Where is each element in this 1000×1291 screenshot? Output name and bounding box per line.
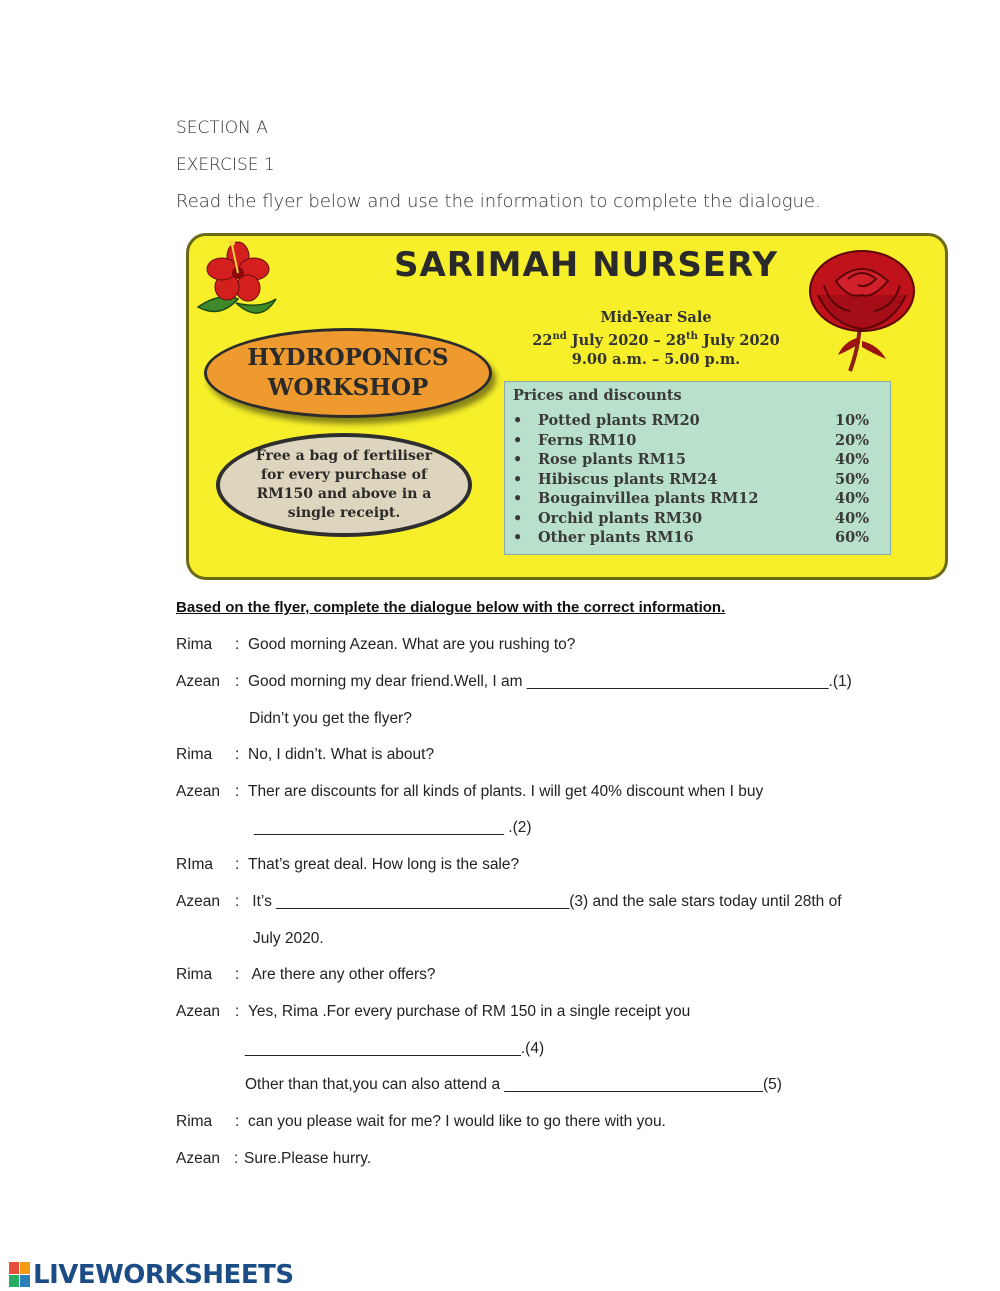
date-start-day: 22 <box>532 331 553 349</box>
price-row: • Orchid plants RM30 40% <box>513 509 869 527</box>
liveworksheets-logo[interactable] <box>9 1260 294 1290</box>
hibiscus-flower-icon <box>190 237 290 337</box>
date-end-sup: th <box>686 331 698 342</box>
colon: : <box>235 893 240 910</box>
rose-flower-icon <box>802 245 924 377</box>
sale-dates <box>506 327 806 350</box>
workshop-line-2: WORKSHOP <box>267 374 429 401</box>
price-item: Ferns RM10 <box>538 431 637 449</box>
price-discount: 60% <box>835 529 869 546</box>
date-end-rest: July 2020 <box>697 331 780 349</box>
sale-title: Mid-Year Sale <box>600 309 712 326</box>
speaker-label: Rima <box>176 1113 213 1130</box>
nursery-title: SARIMAH NURSERY <box>394 245 778 285</box>
price-item: Rose plants RM15 <box>538 451 686 468</box>
price-item: Hibiscus plants RM24 <box>538 470 718 488</box>
dialogue-line: Are there any other offers? <box>248 966 436 983</box>
speaker-label: Azean <box>176 893 220 910</box>
speaker-label: Azean <box>176 783 220 800</box>
dialogue-instruction: Based on the flyer, complete the dialogue below with the correct information. <box>176 599 726 616</box>
prices-box <box>504 381 891 555</box>
price-row: • Other plants RM16 60% <box>513 529 869 546</box>
speaker-label: Rima <box>176 636 213 653</box>
workshop-line-1: HYDROPONICS <box>247 344 449 371</box>
price-discount: 40% <box>835 451 869 468</box>
dialogue-line-blank-1[interactable]: Good morning my dear friend.Well, I am ___________________________________.(1) <box>248 673 852 690</box>
section-heading: SECTION A <box>176 118 268 138</box>
dialogue-line-blank-2[interactable]: _____________________________ .(2) <box>254 819 532 836</box>
free-line: RM150 and above in a <box>256 486 432 502</box>
dialogue-line-blank-4[interactable]: ________________________________.(4) <box>245 1040 545 1057</box>
prices-title: Prices and discounts <box>513 387 682 404</box>
dialogue-line: Yes, Rima .For every purchase of RM 150 in a single receipt you <box>248 1003 691 1020</box>
dialogue-line: Didn’t you get the flyer? <box>249 710 412 727</box>
colon: : <box>235 673 240 690</box>
dialogue-line: That’s great deal. How long is the sale? <box>248 856 520 873</box>
speaker-label: RIma <box>176 856 214 873</box>
dialogue-line: can you please wait for me? I would like to go there with you. <box>248 1113 666 1130</box>
price-discount: 50% <box>835 470 869 488</box>
workshop-badge <box>204 328 492 418</box>
price-discount: 10% <box>835 412 869 429</box>
colon: : <box>235 746 240 763</box>
price-item: Bougainvillea plants RM12 <box>538 490 759 507</box>
date-start-sup: nd <box>552 331 567 342</box>
speaker-label: Azean <box>176 673 220 690</box>
colon: : <box>235 636 240 653</box>
free-line: for every purchase of <box>260 467 428 483</box>
price-discount: 20% <box>835 431 869 449</box>
price-discount: 40% <box>835 509 869 527</box>
logo-text: LIVEWORKSHEETS <box>33 1260 294 1290</box>
speaker-label: Rima <box>176 966 213 983</box>
price-row: • Hibiscus plants RM24 50% <box>513 470 869 488</box>
liveworksheets-mark-icon <box>9 1262 31 1288</box>
date-start-rest: July 2020 – 28 <box>566 331 687 349</box>
sale-info <box>506 308 806 369</box>
colon: : <box>235 1003 240 1020</box>
dialogue-line: Ther are discounts for all kinds of plants. I will get 40% discount when I buy <box>248 783 764 800</box>
exercise-heading: EXERCISE 1 <box>176 155 275 175</box>
dialogue-line: July 2020. <box>253 930 324 947</box>
free-line: single receipt. <box>287 505 401 521</box>
dialogue-line-blank-3[interactable]: It’s __________________________________(3) and the sale stars today until 28th of <box>248 893 842 910</box>
price-item: Orchid plants RM30 <box>538 509 703 527</box>
dialogue-line: No, I didn’t. What is about? <box>248 746 435 763</box>
dialogue-line: Sure.Please hurry. <box>244 1150 372 1167</box>
price-row: • Bougainvillea plants RM12 40% <box>513 490 869 507</box>
instruction-text: Read the flyer below and use the information to complete the dialogue. <box>176 191 821 212</box>
price-item: Other plants RM16 <box>538 529 694 546</box>
dialogue-line-blank-5[interactable]: Other than that,you can also attend a ______________________________(5) <box>245 1076 782 1093</box>
colon: : <box>235 1113 240 1130</box>
speaker-label: Azean <box>176 1003 220 1020</box>
price-row: • Rose plants RM15 40% <box>513 451 869 468</box>
speaker-label: Rima <box>176 746 213 763</box>
free-fertiliser-badge <box>216 433 472 537</box>
price-item: Potted plants RM20 <box>538 412 700 429</box>
price-row: • Potted plants RM20 10% <box>513 412 869 429</box>
colon: : <box>235 783 240 800</box>
dialogue-line: Good morning Azean. What are you rushing to? <box>248 636 576 653</box>
sale-hours: 9.00 a.m. – 5.00 p.m. <box>571 350 741 368</box>
price-row: • Ferns RM10 20% <box>513 431 869 449</box>
nursery-flyer <box>186 233 946 578</box>
colon: : <box>235 966 240 983</box>
colon: : <box>235 856 240 873</box>
colon: : <box>234 1150 239 1167</box>
price-discount: 40% <box>835 490 869 507</box>
free-line: Free a bag of fertiliser <box>255 448 433 464</box>
speaker-label: Azean <box>176 1150 220 1167</box>
